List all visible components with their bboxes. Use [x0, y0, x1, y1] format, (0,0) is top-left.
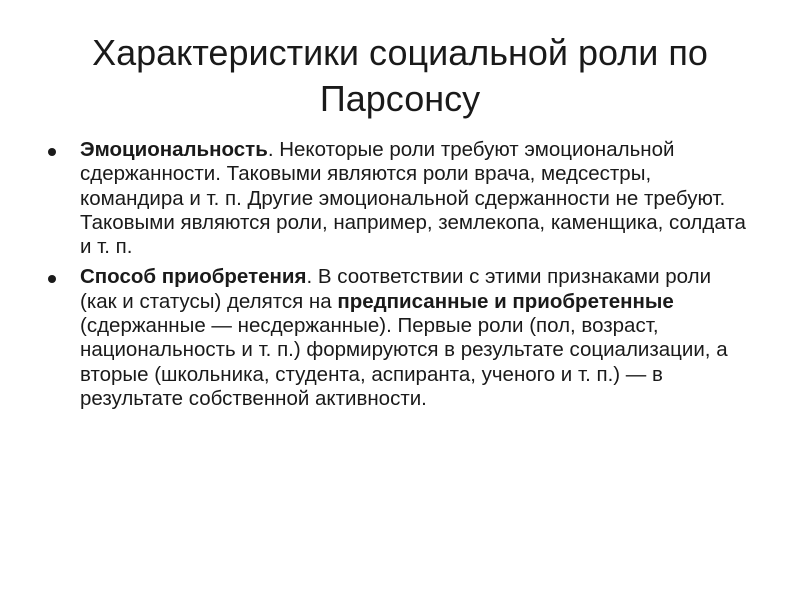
bullet-acquisition — [48, 265, 748, 411]
slide-title-line-1: Характеристики социальной роли по — [92, 32, 708, 73]
bullet-emotionality — [48, 138, 748, 259]
bullet-term: Эмоциональность — [80, 138, 268, 161]
bullet-dot-icon — [48, 148, 56, 156]
bullet-text: (сдержанные — несдержанные). Первые роли (пол, возраст, национальность и т. п.) формируются в результате социализации, а вторые (школьника, студента, аспиранта, ученого и т. п.) — в результате собственной активности. — [80, 314, 728, 410]
bullet-text: . В соответствии с этими признаками роли (как и статусы) делятся на — [80, 265, 712, 313]
bullet-term: Способ приобретения — [80, 265, 307, 289]
bullet-list — [48, 138, 748, 417]
bullet-text: . Некоторые роли требуют эмоциональной сдержанности. Таковыми являются роли врача, медсестры, командира и т. п. Другие эмоциональной сдержанности не требуют. Таковыми являются роли, например, землекопа, каменщика, солдата и т. п. — [80, 138, 746, 259]
bullet-dot-icon — [48, 275, 56, 283]
slide-title — [40, 30, 760, 122]
slide-title-line-2: Парсонсу — [319, 78, 481, 119]
bullet-emphasis: предписанные и приобретенные — [337, 289, 674, 313]
